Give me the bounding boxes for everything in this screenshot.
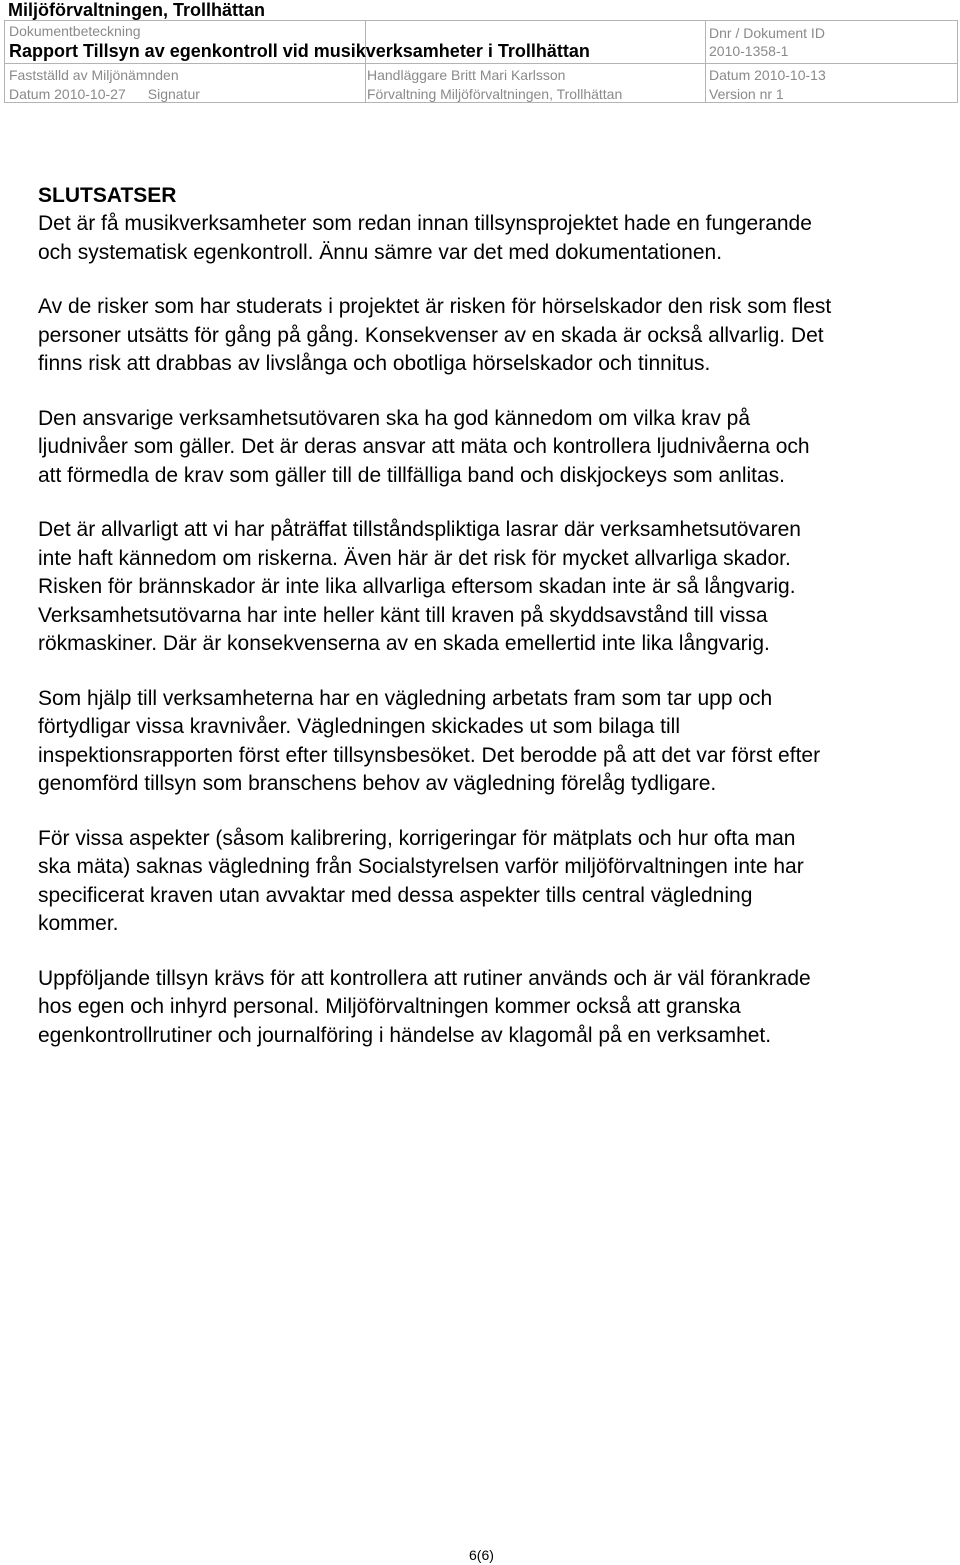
signature-label: Signatur [147, 86, 200, 102]
document-header-table [4, 20, 958, 103]
text-line: inte haft kännedom om riskerna. Även här är det risk för mycket allvarliga skador. [38, 546, 791, 570]
dnr-label: Dnr / Dokument ID [709, 25, 825, 41]
doc-designation-label: Dokumentbeteckning [9, 23, 141, 39]
text-line: förtydligar vissa kravnivåer. Vägledningen skickades ut som bilaga till [38, 715, 680, 738]
text-line: ska mäta) saknas vägledning från Socialstyrelsen varför miljöförvaltningen inte har [38, 855, 804, 878]
paragraph-1 [38, 210, 958, 267]
text-line: rökmaskiner. Där är konsekvenserna av en skada emellertid inte lika långvarig. [38, 632, 770, 655]
text-line: Den ansvarige verksamhetsutövaren ska ha god kännedom om vilka krav på [38, 406, 751, 430]
paragraph-7 [38, 965, 958, 1051]
text-line: finns risk att drabbas av livslånga och obotliga hörselskador och tinnitus. [38, 352, 711, 375]
text-line: För vissa aspekter (såsom kalibrering, korrigeringar för mätplats och hur ofta man [38, 826, 796, 850]
paragraph-5 [38, 685, 958, 799]
established-date-row [9, 85, 200, 103]
handler: Handläggare Britt Mari Karlsson [367, 67, 566, 83]
text-line: Verksamhetsutövarna har inte heller känt till kraven på skyddsavstånd till vissa [38, 603, 768, 627]
established-by: Fastställd av Miljönämnden [9, 67, 179, 83]
text-line: egenkontrollrutiner och journalföring i händelse av klagomål på en verksamhet. [38, 1023, 772, 1047]
text-line: Det är allvarligt att vi har påträffat tillståndspliktiga lasrar där verksamhetsutövaren [38, 518, 801, 541]
text-line: Det är få musikverksamheter som redan innan tillsynsprojektet hade en fungerande [38, 212, 812, 235]
paragraph-4 [38, 516, 958, 659]
administration: Förvaltning Miljöförvaltningen, Trollhättan [367, 86, 623, 102]
text-line: ljudnivåer som gäller. Det är deras ansvar att mäta och kontrollera ljudnivåerna och [38, 435, 810, 458]
document-date: Datum 2010-10-13 [709, 67, 826, 83]
document-body [38, 180, 958, 1076]
page-number: 6(6) [469, 1547, 494, 1563]
text-line: Risken för brännskador är inte lika allvarliga eftersom skadan inte är så långvarig. [38, 575, 796, 598]
header-divider [705, 21, 706, 102]
text-line: genomförd tillsyn som branschens behov av vägledning förelåg tydligare. [38, 772, 717, 795]
version-number: Version nr 1 [709, 86, 784, 102]
doc-title: Rapport Tillsyn av egenkontroll vid musikverksamheter i Trollhättan [9, 41, 590, 61]
dnr-value: 2010-1358-1 [709, 43, 789, 59]
paragraph-2 [38, 293, 958, 379]
text-line: och systematisk egenkontroll. Ännu sämre var det med dokumentationen. [38, 240, 723, 264]
section-heading: SLUTSATSER [38, 184, 177, 207]
text-line: inspektionsrapporten först efter tillsynsbesöket. Det berodde på att det var först efter [38, 743, 821, 767]
text-line: kommer. [38, 912, 119, 935]
text-line: specificerat kraven utan avvaktar med dessa aspekter tills central vägledning [38, 883, 753, 907]
text-line: att förmedla de krav som gäller till de tillfälliga band och diskjockeys som anlitas. [38, 463, 786, 487]
organization-name: Miljöförvaltningen, Trollhättan [8, 0, 266, 20]
text-line: Av de risker som har studerats i projektet är risken för hörselskador den risk som flest [38, 295, 832, 318]
text-line: Uppföljande tillsyn krävs för att kontrollera att rutiner används och är väl förankrade [38, 966, 811, 990]
text-line: Som hjälp till verksamheterna har en vägledning arbetats fram som tar upp och [38, 686, 773, 710]
established-date: Datum 2010-10-27 [9, 86, 126, 102]
text-line: personer utsätts för gång på gång. Konsekvenser av en skada är också allvarlig. Det [38, 323, 824, 347]
paragraph-6 [38, 825, 958, 939]
header-divider [5, 63, 957, 64]
paragraph-3 [38, 405, 958, 491]
text-line: hos egen och inhyrd personal. Miljöförvaltningen kommer också att granska [38, 995, 741, 1018]
